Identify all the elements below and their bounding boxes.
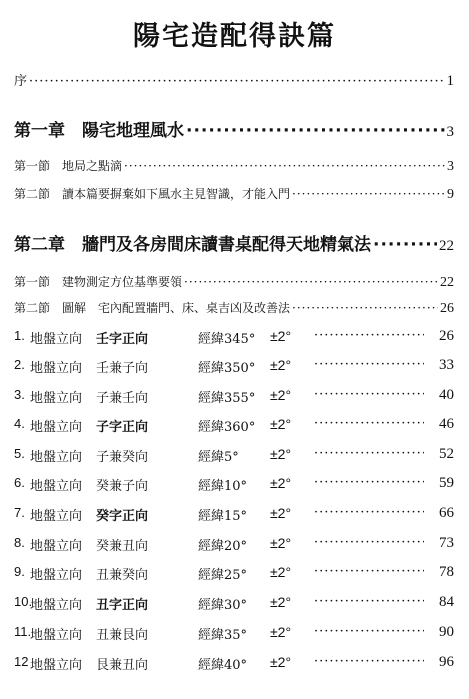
- entry-direction: 癸兼丑向: [96, 539, 149, 554]
- entry-label: 地盤立向: [30, 568, 83, 583]
- entry-degree: 經緯360°: [198, 420, 256, 435]
- list-item: [14, 446, 454, 466]
- entry-tolerance: ±2°: [270, 535, 292, 551]
- leader-dots: [314, 475, 424, 490]
- entry-number: 12: [14, 654, 29, 669]
- toc-section-1-2: [14, 185, 454, 203]
- leader-dots: [373, 235, 437, 255]
- leader-dots: [314, 416, 424, 431]
- toc-page: 9: [447, 187, 454, 202]
- list-item: [14, 654, 454, 674]
- entry-degree: 經緯355°: [198, 391, 256, 406]
- entry-label: 地盤立向: [30, 598, 83, 613]
- entry-tolerance: ±2°: [270, 357, 292, 373]
- toc-label: 第二節 圖解 宅內配置牆門、床、桌吉凶及改善法: [14, 301, 291, 315]
- toc-preface: [14, 70, 454, 90]
- leader-dots: [314, 564, 424, 579]
- leader-dots: [314, 387, 424, 402]
- entry-number: 4.: [14, 416, 25, 431]
- toc-label: 第二章 牆門及各房間床讀書桌配得天地精氣法: [14, 235, 371, 255]
- entry-degree: 經緯30°: [198, 598, 248, 613]
- entry-number: 9.: [14, 564, 25, 579]
- entry-label: 地盤立向: [30, 361, 83, 376]
- toc-label: 第一章 陽宅地理風水: [14, 121, 184, 141]
- list-item: [14, 624, 454, 644]
- list-item: [14, 505, 454, 525]
- leader-dots: [186, 121, 445, 141]
- entry-direction: 艮兼丑向: [96, 658, 149, 673]
- entry-degree: 經緯35°: [198, 628, 248, 643]
- entry-page: 26: [439, 328, 454, 344]
- entry-tolerance: ±2°: [270, 505, 292, 521]
- toc-section-2-2: [14, 299, 454, 317]
- toc-page: 3: [446, 124, 454, 140]
- entry-degree: 經緯350°: [198, 361, 256, 376]
- entry-label: 地盤立向: [30, 658, 83, 673]
- leader-dots: [314, 654, 424, 669]
- entry-page: 73: [439, 535, 454, 551]
- entry-number: 1.: [14, 328, 25, 343]
- leader-dots: [124, 159, 445, 173]
- entry-number: 6.: [14, 475, 25, 490]
- entry-tolerance: ±2°: [270, 328, 292, 344]
- entry-page: 40: [439, 387, 454, 403]
- leader-dots: [314, 624, 424, 639]
- list-item: [14, 475, 454, 495]
- entry-direction: 子兼壬向: [96, 391, 149, 406]
- list-item: [14, 387, 454, 407]
- toc-label: 第一節 建物測定方位基準要領: [14, 275, 183, 289]
- entry-direction: 丑兼癸向: [96, 568, 149, 583]
- leader-dots: [292, 187, 445, 201]
- entry-direction: 丑字正向: [96, 598, 149, 613]
- entry-label: 地盤立向: [30, 332, 83, 347]
- toc-page: 26: [440, 301, 454, 316]
- entry-page: 66: [439, 505, 454, 521]
- entry-number: 2.: [14, 357, 25, 372]
- toc-chapter-1: [14, 116, 454, 141]
- list-item: [14, 535, 454, 555]
- entry-page: 46: [439, 416, 454, 432]
- entry-page: 33: [439, 357, 454, 373]
- entry-direction: 癸兼子向: [96, 479, 149, 494]
- toc-page: 1: [446, 73, 454, 89]
- entry-tolerance: ±2°: [270, 564, 292, 580]
- toc-page: 3: [447, 159, 454, 174]
- entry-degree: 經緯40°: [198, 658, 248, 673]
- entry-direction: 子兼癸向: [96, 450, 149, 465]
- entry-page: 96: [439, 654, 454, 670]
- leader-dots: [314, 535, 424, 550]
- toc-label: 第一節 地局之點滴: [14, 159, 123, 173]
- entry-tolerance: ±2°: [270, 654, 292, 670]
- entry-number: 11.: [14, 624, 32, 639]
- entry-page: 59: [439, 475, 454, 491]
- list-item: [14, 357, 454, 377]
- leader-dots: [314, 446, 424, 461]
- entry-direction: 壬兼子向: [96, 361, 149, 376]
- entry-page: 78: [439, 564, 454, 580]
- entry-degree: 經緯25°: [198, 568, 248, 583]
- entry-tolerance: ±2°: [270, 475, 292, 491]
- toc-page: 22: [439, 238, 454, 254]
- list-item: [14, 564, 454, 584]
- entry-number: 8.: [14, 535, 25, 550]
- toc-section-2-1: [14, 273, 454, 291]
- toc-page: 22: [440, 275, 454, 290]
- entry-number: 10.: [14, 594, 33, 609]
- entry-number: 7.: [14, 505, 25, 520]
- leader-dots: [314, 594, 424, 609]
- entry-direction: 癸字正向: [96, 509, 149, 524]
- list-item: [14, 416, 454, 436]
- entry-label: 地盤立向: [30, 509, 83, 524]
- entry-degree: 經緯15°: [198, 509, 248, 524]
- entry-tolerance: ±2°: [270, 387, 292, 403]
- leader-dots: [292, 301, 438, 315]
- entry-label: 地盤立向: [30, 479, 83, 494]
- leader-dots: [184, 275, 438, 289]
- entry-tolerance: ±2°: [270, 624, 292, 640]
- list-item: [14, 594, 454, 614]
- list-item: [14, 328, 454, 348]
- entry-degree: 經緯10°: [198, 479, 248, 494]
- leader-dots: [314, 505, 424, 520]
- leader-dots: [314, 328, 424, 343]
- entry-tolerance: ±2°: [270, 594, 292, 610]
- entry-degree: 經緯5°: [198, 450, 239, 465]
- entry-tolerance: ±2°: [270, 446, 292, 462]
- entry-label: 地盤立向: [30, 450, 83, 465]
- page-title: 陽宅造配得訣篇: [133, 21, 336, 52]
- toc-label: 第二節 讀本篇要摒棄如下風水主見智識，才能入門: [14, 187, 291, 201]
- entry-page: 52: [439, 446, 454, 462]
- entry-label: 地盤立向: [30, 628, 83, 643]
- entry-number: 5.: [14, 446, 25, 461]
- entry-page: 90: [439, 624, 454, 640]
- toc-chapter-2: [14, 230, 454, 255]
- entry-label: 地盤立向: [30, 420, 83, 435]
- entry-direction: 子字正向: [96, 420, 149, 435]
- toc-section-1-1: [14, 157, 454, 175]
- leader-dots: [29, 74, 444, 89]
- entry-direction: 丑兼艮向: [96, 628, 149, 643]
- entry-degree: 經緯345°: [198, 332, 256, 347]
- toc-label: 序: [14, 74, 28, 89]
- entry-tolerance: ±2°: [270, 416, 292, 432]
- leader-dots: [314, 357, 424, 372]
- entry-number: 3.: [14, 387, 25, 402]
- entry-page: 84: [439, 594, 454, 610]
- entry-direction: 壬字正向: [96, 332, 149, 347]
- entry-degree: 經緯20°: [198, 539, 248, 554]
- entry-label: 地盤立向: [30, 539, 83, 554]
- entry-label: 地盤立向: [30, 391, 83, 406]
